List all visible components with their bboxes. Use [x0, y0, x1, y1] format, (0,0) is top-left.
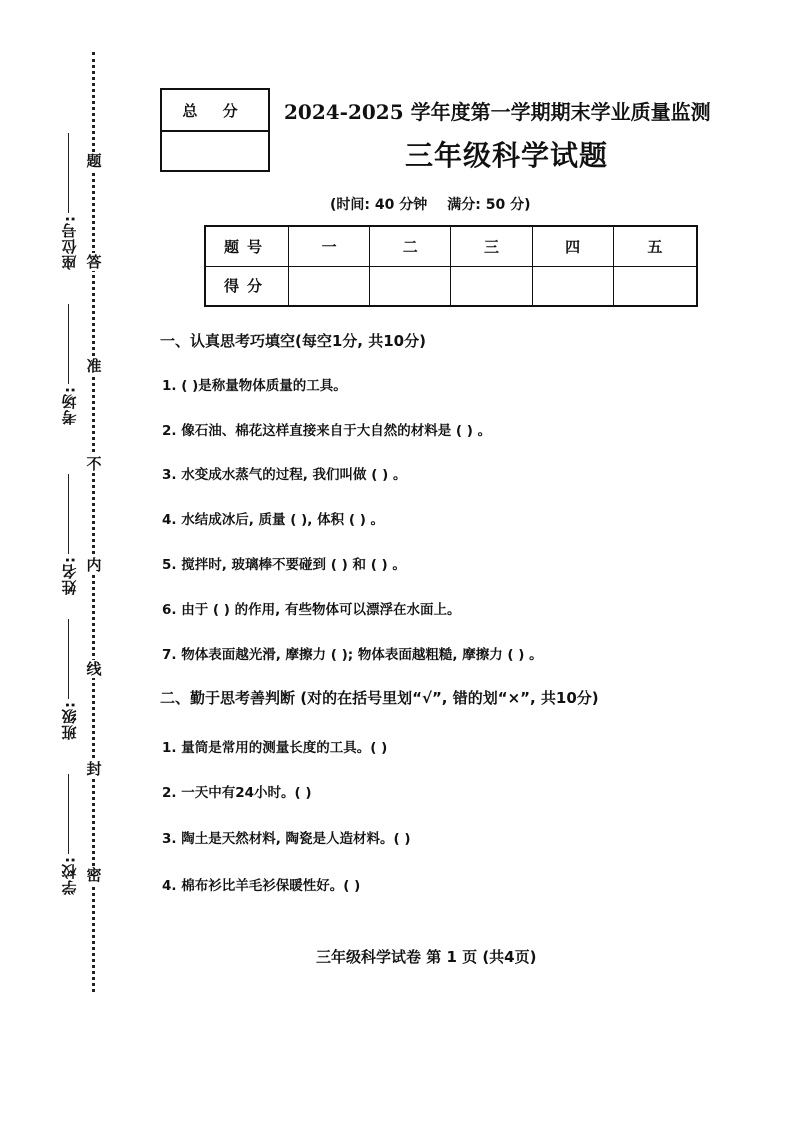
field-blank [69, 619, 70, 699]
exam-subtitle: 三年级科学试题 [405, 139, 609, 172]
table-row [205, 226, 697, 266]
seal-char: 答 [86, 253, 102, 271]
question-item: 3. 陶土是天然材料, 陶瓷是人造材料。( ) [162, 831, 411, 847]
question-item: 4. 棉布衫比羊毛衫保暖性好。( ) [162, 878, 361, 894]
page-footer: 三年级科学试卷 第 1 页 (共4页) [316, 948, 537, 966]
field-label: 班级: [60, 701, 79, 740]
question-item: 6. 由于 ( ) 的作用, 有些物体可以漂浮在水面上。 [162, 602, 461, 618]
question-item: 5. 搅拌时, 玻璃棒不要碰到 ( ) 和 ( ) 。 [162, 557, 406, 573]
question-number-header: 题号 [205, 226, 289, 266]
name-field[interactable] [58, 460, 80, 595]
seal-line [92, 52, 95, 992]
question-item: 4. 水结成冰后, 质量 ( ), 体积 ( ) 。 [162, 512, 385, 528]
field-label: 考场: [60, 386, 79, 425]
full-marks: 满分: 50 分) [447, 197, 531, 213]
question-item: 7. 物体表面越光滑, 摩擦力 ( ); 物体表面越粗糙, 摩擦力 ( ) 。 [162, 647, 543, 663]
question-item: 3. 水变成水蒸气的过程, 我们叫做 ( ) 。 [162, 467, 407, 483]
score-table [204, 225, 698, 307]
class-field[interactable] [58, 610, 80, 740]
seal-char: 封 [86, 760, 102, 778]
field-label: 姓名: [60, 556, 79, 595]
school-field[interactable] [58, 760, 80, 895]
table-row [205, 266, 697, 306]
question-item: 1. ( )是称量物体质量的工具。 [162, 378, 347, 394]
total-score-label: 总 分 [162, 90, 268, 132]
section-heading: 一、认真思考巧填空(每空1分, 共10分) [160, 332, 426, 350]
field-blank [69, 774, 70, 854]
total-score-box [160, 88, 270, 172]
seal-char: 密 [86, 866, 102, 884]
seal-char: 准 [86, 357, 102, 375]
seal-char: 不 [86, 455, 102, 473]
column-header: 三 [451, 226, 532, 266]
exam-title: 2024-2025 学年度第一学期期末学业质量监测 [284, 100, 711, 124]
exam-room-field[interactable] [58, 290, 80, 425]
seat-number-field[interactable] [58, 120, 80, 270]
field-blank [69, 474, 70, 554]
field-label: 学校: [60, 856, 79, 895]
seal-char: 题 [86, 152, 102, 170]
section-heading: 二、勤于思考善判断 (对的在括号里划“√”, 错的划“×”, 共10分) [160, 689, 599, 707]
question-item: 2. 一天中有24小时。( ) [162, 785, 312, 801]
score-cell[interactable] [451, 266, 532, 306]
score-cell[interactable] [613, 266, 697, 306]
column-header: 五 [613, 226, 697, 266]
column-header: 一 [289, 226, 370, 266]
column-header: 四 [532, 226, 613, 266]
field-blank [69, 304, 70, 384]
exam-time-info [330, 194, 530, 214]
question-item: 2. 像石油、棉花这样直接来自于大自然的材料是 ( ) 。 [162, 423, 492, 439]
score-cell[interactable] [532, 266, 613, 306]
seal-char: 内 [86, 556, 102, 574]
score-cell[interactable] [289, 266, 370, 306]
column-header: 二 [370, 226, 451, 266]
question-item: 1. 量筒是常用的测量长度的工具。( ) [162, 740, 388, 756]
field-blank [69, 133, 70, 213]
total-score-blank[interactable] [162, 132, 268, 170]
score-cell[interactable] [370, 266, 451, 306]
field-label: 座位号: [60, 215, 79, 270]
score-row-header: 得分 [205, 266, 289, 306]
exam-time: (时间: 40 分钟 [330, 197, 428, 213]
seal-char: 线 [86, 660, 102, 678]
